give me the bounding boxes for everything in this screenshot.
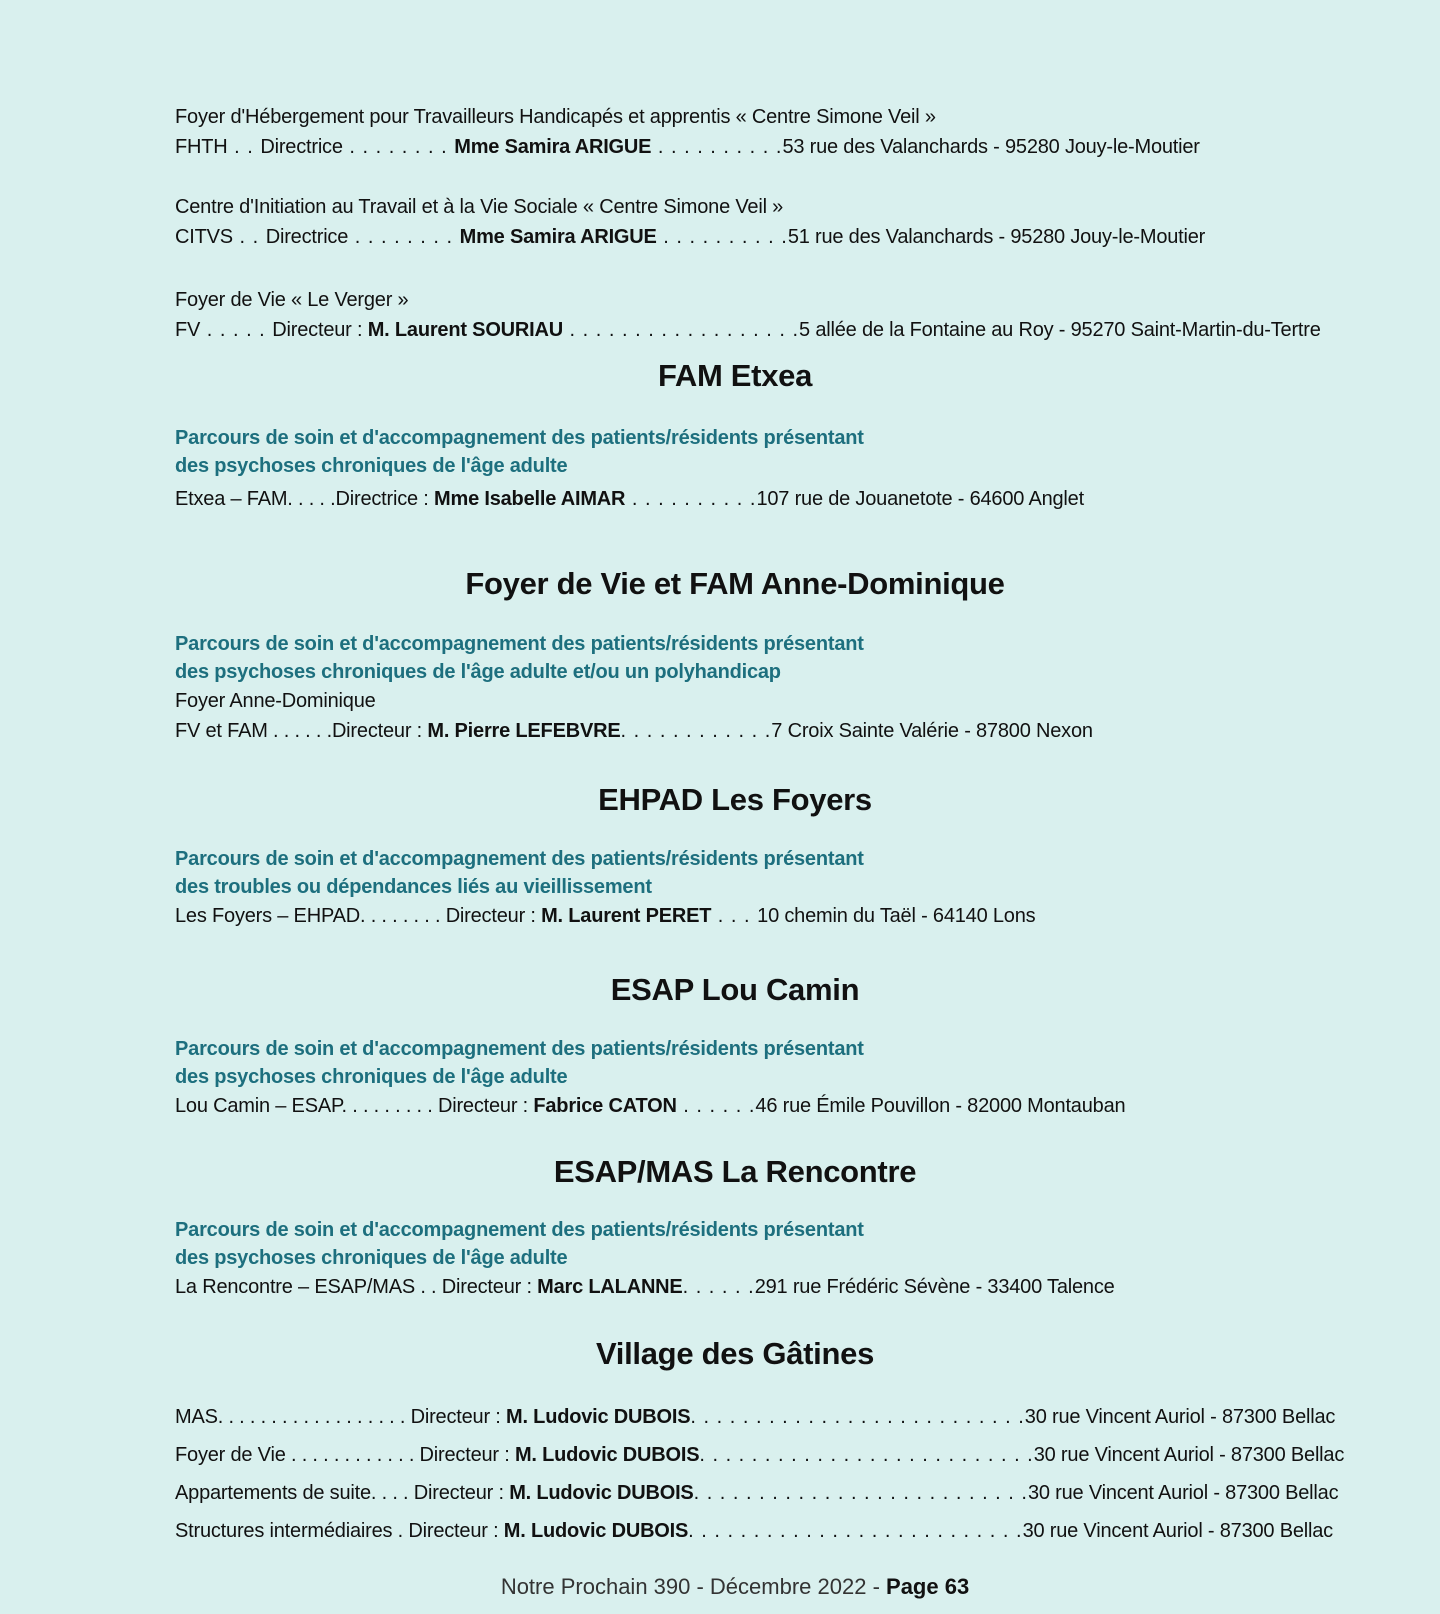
contact-line — [175, 132, 1325, 162]
leader-dots: . . . . . . . . . . . . . . . . . . — [563, 319, 800, 341]
person-name: M. Ludovic DUBOIS — [514, 1444, 700, 1466]
role: Directeur : — [410, 1406, 506, 1428]
section-lou-camin — [175, 1035, 1325, 1121]
section-title: Centre d'Initiation au Travail et à la Vie Sociale « Centre Simone Veil » — [175, 196, 784, 218]
role: Directrice — [260, 136, 343, 158]
section-la-rencontre — [175, 1216, 1325, 1302]
structure-type: Structures intermédiaires . — [175, 1520, 409, 1542]
list-item — [175, 1436, 1345, 1474]
leader-dots: . . . . . . . . — [348, 226, 460, 248]
person-name: M. Laurent SOURIAU — [367, 319, 563, 341]
line-prefix: La Rencontre – ESAP/MAS . . Directeur : — [175, 1276, 538, 1298]
section-fhth — [175, 102, 1325, 162]
heading-ehpad: EHPAD Les Foyers — [598, 782, 872, 817]
section-subtitle: Parcours de soin et d'accompagnement des patients/résidents présentant — [175, 427, 864, 449]
contact-line — [175, 1272, 1325, 1302]
role: Directeur : — [408, 1520, 504, 1542]
leader-dots: . . . . . . . . . . . . . . . . . . . . . . . . . . — [688, 1520, 1023, 1542]
leader-dots: . . — [232, 226, 266, 248]
heading-village-gatines: Village des Gâtines — [595, 1336, 875, 1371]
section-subtitle: Parcours de soin et d'accompagnement des patients/résidents présentant — [175, 848, 864, 870]
leader-dots: . . . . . . — [682, 1276, 755, 1298]
line-prefix: FV et FAM . . . . . .Directeur : — [175, 720, 428, 742]
role: Directrice — [265, 226, 349, 248]
address: 5 allée de la Fontaine au Roy - 95270 Saint-Martin-du-Tertre — [799, 319, 1321, 341]
contact-line — [175, 484, 1325, 514]
line-prefix: Etxea – FAM. . . . .Directrice : — [175, 488, 435, 510]
address: 30 rue Vincent Auriol - 87300 Bellac — [1027, 1482, 1339, 1504]
section-village-gatines — [175, 1398, 1345, 1550]
role: Directeur : — [272, 319, 368, 341]
structure-type: FV — [175, 319, 201, 341]
contact-line — [175, 1091, 1325, 1121]
section-subtitle: des psychoses chroniques de l'âge adulte et/ou un polyhandicap — [175, 661, 781, 683]
section-subtitle: des psychoses chroniques de l'âge adulte — [175, 455, 568, 477]
person-name: M. Laurent PERET — [541, 905, 712, 927]
heading-anne-dominique: Foyer de Vie et FAM Anne-Dominique — [465, 566, 1005, 601]
leader-dots: . . . . . . . . . . — [625, 488, 757, 510]
contact-line — [175, 716, 1325, 746]
line-prefix: Les Foyers – EHPAD. . . . . . . . Directeur : — [175, 905, 542, 927]
address: 53 rue des Valanchards - 95280 Jouy-le-Moutier — [782, 136, 1200, 158]
leader-dots: . . . . . . . . — [342, 136, 455, 158]
leader-dots: . . . . . . . . . . . . . . . . . . . . . . . . . . — [690, 1406, 1025, 1428]
person-name: M. Ludovic DUBOIS — [503, 1520, 689, 1542]
section-anne-dominique — [175, 630, 1325, 746]
section-title: Foyer d'Hébergement pour Travailleurs Handicapés et apprentis « Centre Simone Veil » — [175, 106, 936, 128]
section-fv-verger — [175, 285, 1325, 345]
address: 51 rue des Valanchards - 95280 Jouy-le-Moutier — [787, 226, 1206, 248]
contact-line — [175, 315, 1325, 345]
leader-dots: . . — [227, 136, 261, 158]
line-prefix: Lou Camin – ESAP. . . . . . . . . Directeur : — [175, 1095, 534, 1117]
structure-name: Foyer Anne-Dominique — [175, 690, 376, 712]
structure-type: Foyer de Vie . . . . . . . . . . . . — [175, 1444, 420, 1466]
leader-dots: . . . . . . . . . . . . . . . . . . . . . . . . . . — [699, 1444, 1034, 1466]
address: 30 rue Vincent Auriol - 87300 Bellac — [1024, 1406, 1336, 1428]
leader-dots: . . . . . . . . . . — [651, 136, 783, 158]
section-subtitle: Parcours de soin et d'accompagnement des patients/résidents présentant — [175, 1219, 864, 1241]
leader-dots: . . . — [711, 905, 758, 927]
list-item — [175, 1512, 1333, 1550]
person-name: Marc LALANNE — [537, 1276, 683, 1298]
address: 107 rue de Jouanetote - 64600 Anglet — [756, 488, 1084, 510]
leader-dots: . . . . . — [200, 319, 273, 341]
address: 30 rue Vincent Auriol - 87300 Bellac — [1033, 1444, 1345, 1466]
address: 10 chemin du Taël - 64140 Lons — [757, 905, 1036, 927]
person-name: M. Ludovic DUBOIS — [506, 1406, 691, 1428]
leader-dots: . . . . . . . . . . . . . . . . . . . . . . . . . . — [693, 1482, 1028, 1504]
contact-line — [175, 222, 1325, 252]
section-subtitle: des psychoses chroniques de l'âge adulte — [175, 1247, 568, 1269]
leader-dots: . . . . . . — [676, 1095, 756, 1117]
page-footer — [0, 1574, 1440, 1600]
person-name: Fabrice CATON — [533, 1095, 677, 1117]
role: Directeur : — [413, 1482, 510, 1504]
heading-lou-camin: ESAP Lou Camin — [610, 972, 860, 1007]
heading-la-rencontre: ESAP/MAS La Rencontre — [553, 1154, 917, 1189]
heading-fam-etxea: FAM Etxea — [657, 358, 813, 393]
page-number: Page 63 — [886, 1574, 970, 1599]
section-subtitle: des psychoses chroniques de l'âge adulte — [175, 1066, 568, 1088]
leader-dots: . . . . . . . . . . . . — [620, 720, 772, 742]
role: Directeur : — [419, 1444, 515, 1466]
section-title: Foyer de Vie « Le Verger » — [175, 289, 409, 311]
footer-text: Notre Prochain 390 - Décembre 2022 - — [500, 1574, 887, 1599]
contact-line — [175, 901, 1325, 931]
structure-type: CITVS — [175, 226, 233, 248]
structure-type: MAS. . . . . . . . . . . . . . . . . . — [175, 1406, 411, 1428]
list-item — [175, 1474, 1339, 1512]
structure-type: FHTH — [175, 136, 228, 158]
structure-type: Appartements de suite. . . . — [175, 1482, 414, 1504]
section-ehpad — [175, 845, 1325, 931]
leader-dots: . . . . . . . . . . — [656, 226, 788, 248]
person-name: Mme Samira ARIGUE — [459, 226, 657, 248]
address: 30 rue Vincent Auriol - 87300 Bellac — [1022, 1520, 1333, 1542]
section-subtitle: Parcours de soin et d'accompagnement des patients/résidents présentant — [175, 1038, 864, 1060]
person-name: Mme Samira ARIGUE — [454, 136, 652, 158]
person-name: M. Pierre LEFEBVRE — [427, 720, 621, 742]
address: 7 Croix Sainte Valérie - 87800 Nexon — [771, 720, 1093, 742]
section-subtitle: Parcours de soin et d'accompagnement des patients/résidents présentant — [175, 633, 864, 655]
person-name: M. Ludovic DUBOIS — [509, 1482, 694, 1504]
section-fam-etxea — [175, 424, 1325, 514]
list-item — [175, 1398, 1336, 1436]
section-citvs — [175, 192, 1325, 252]
person-name: Mme Isabelle AIMAR — [434, 488, 626, 510]
address: 46 rue Émile Pouvillon - 82000 Montauban — [755, 1095, 1126, 1117]
address: 291 rue Frédéric Sévène - 33400 Talence — [754, 1276, 1115, 1298]
section-subtitle: des troubles ou dépendances liés au vieillissement — [175, 876, 652, 898]
